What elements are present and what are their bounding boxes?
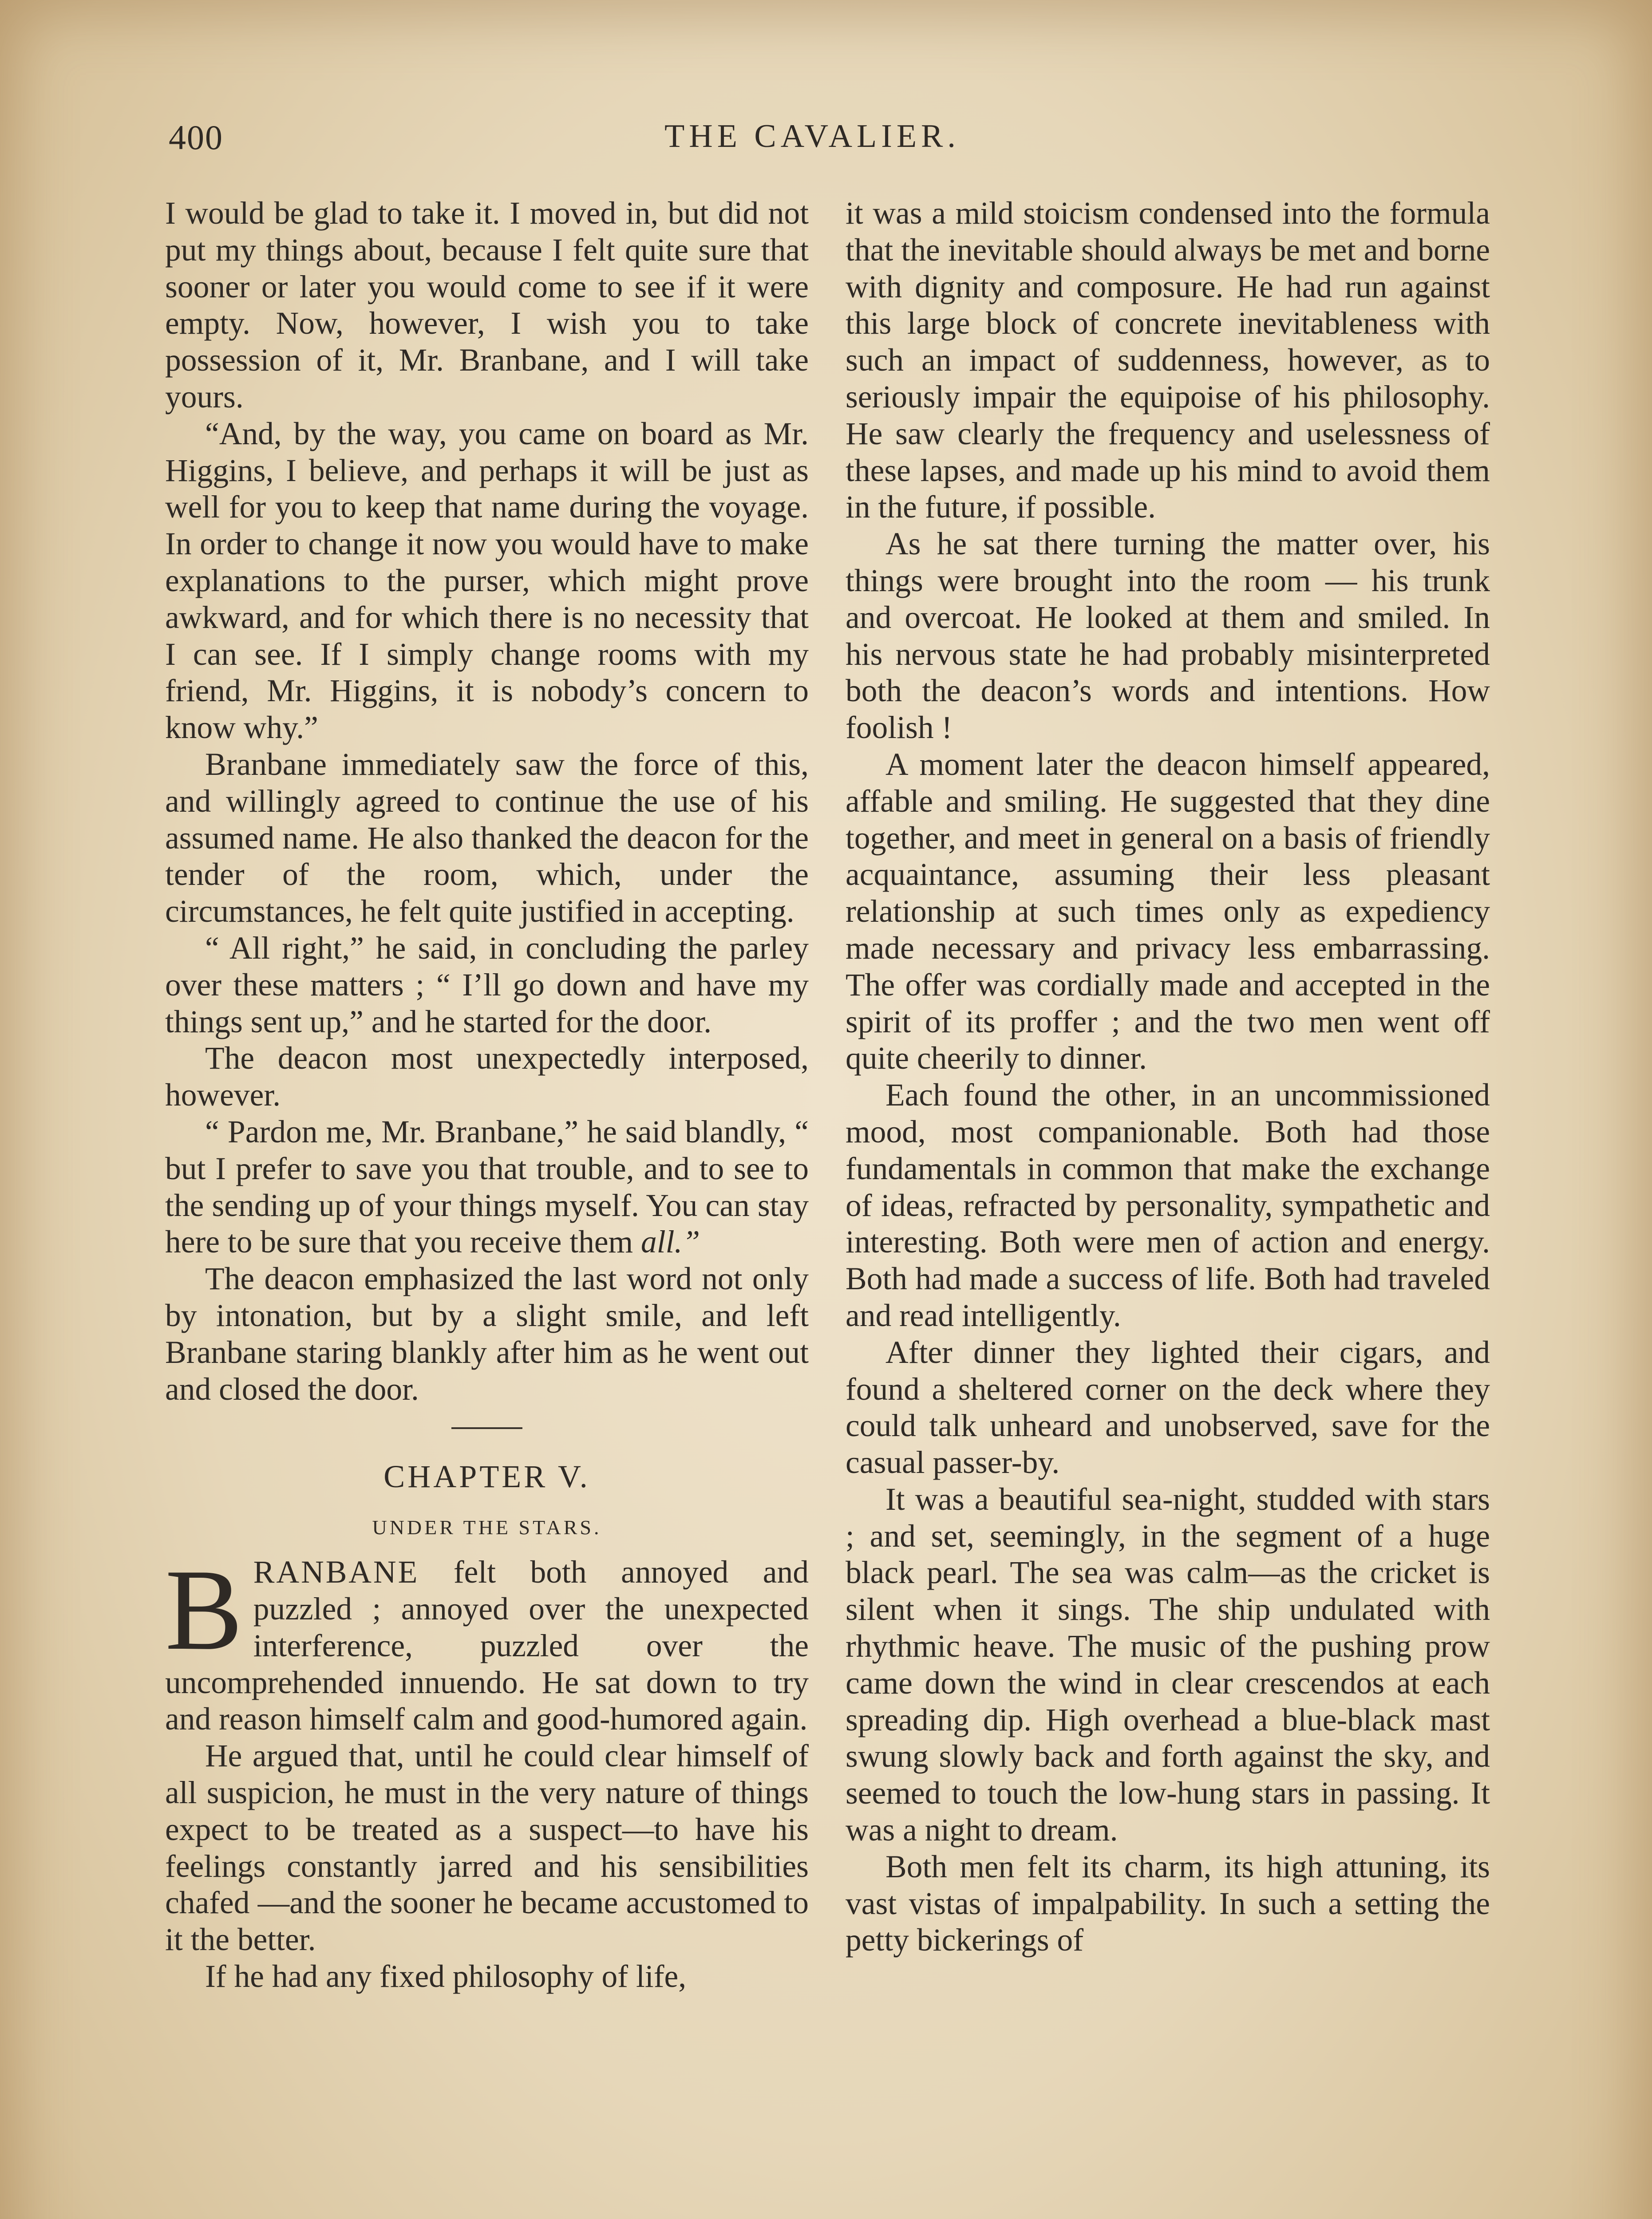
opening-text: felt both annoyed and puzzled ; annoyed over the unexpected interference, puzzled over the uncomprehended innuendo. He sat down to try and reason himself calm and good-humored again.	[165, 1555, 809, 1737]
page-number: 400	[169, 118, 223, 157]
paragraph: The deacon most unexpectedly interposed, however.	[165, 1041, 809, 1113]
chapter-title: CHAPTER V.	[383, 1459, 590, 1495]
paragraph: He argued that, until he could clear himself of all suspicion, he must in the very nature of things expect to be treated as a suspect—to have his feelings constantly jarred and his sensibilities chafed —and the sooner he became accustomed to it the better.	[165, 1738, 809, 1958]
paragraph: Each found the other, in an uncommissioned mood, most companionable. Both had those fundamentals in common that make the exchange of ideas, refracted by personality, sympathetic and interesting. Both were men of action and energy. Both had made a success of life. Both had traveled and read intelligently.	[846, 1078, 1490, 1333]
emphasized-word: all.”	[641, 1224, 700, 1260]
left-column	[165, 195, 809, 1995]
paragraph: “And, by the way, you came on board as Mr. Higgins, I believe, and perhaps it will be just as well for you to keep that name during the voyage. In order to change it now you would have to make explanations to the purser, which might prove awkward, and for which there is no necessity that I can see. If I simply change rooms with my friend, Mr. Higgins, it is nobody’s concern to know why.”	[165, 416, 809, 746]
paragraph-text: “ Pardon me, Mr. Branbane,” he said blandly, “ but I prefer to save you that trouble, and to see to the sending up of your things myself. You can stay here to be sure that you receive them	[165, 1114, 809, 1260]
paragraph: The deacon emphasized the last word not only by intonation, but by a slight smile, and left Branbane staring blankly after him as he went out and closed the door.	[165, 1261, 809, 1407]
page-header	[129, 118, 1496, 166]
paragraph: Branbane immediately saw the force of this, and willingly agreed to continue the use of his assumed name. He also thanked the deacon for the tender of the room, which, under the circumstances, he felt quite justified in accepting.	[165, 746, 809, 929]
drop-cap: B	[165, 1545, 243, 1674]
paragraph: If he had any fixed philosophy of life,	[205, 1959, 687, 1994]
chapter-opening-paragraph	[165, 1545, 809, 1738]
right-column	[846, 195, 1490, 1959]
opening-smallcaps: RANBANE	[253, 1555, 419, 1590]
running-title: THE CAVALIER.	[664, 118, 960, 154]
paragraph: As he sat there turning the matter over, his things were brought into the room — his trunk and overcoat. He looked at them and smiled. In his nervous state he had probably misinterpreted both the deacon’s words and intentions. How foolish !	[846, 526, 1490, 746]
section-divider	[451, 1427, 522, 1429]
paragraph: It was a beautiful sea-night, studded with stars ; and set, seemingly, in the segment of a huge black pearl. The sea was calm—as the cricket is silent when it sings. The ship undulated with rhythmic heave. The music of the pushing prow came down the wind in clear crescendos at each spreading dip. High overhead a blue-black mast swung slowly back and forth against the sky, and seemed to touch the low-hung stars in passing. It was a night to dream.	[846, 1481, 1490, 1848]
paragraph: I would be glad to take it. I moved in, but did not put my things about, because I felt quite sure that sooner or later you would come to see if it were empty. Now, however, I wish you to take possession of it, Mr. Branbane, and I will take yours.	[165, 196, 809, 415]
paragraph: Both men felt its charm, its high attuning, its vast vistas of impalpability. In such a setting the petty bickerings of	[846, 1849, 1490, 1958]
paragraph: A moment later the deacon himself appeared, affable and smiling. He suggested that they dine together, and meet in general on a basis of friendly acquaintance, assuming their less pleasant relationship at such times only as expediency made necessary and privacy less embarrassing. The offer was cordially made and accepted in the spirit of its proffer ; and the two men went off quite cheerily to dinner.	[846, 746, 1490, 1076]
chapter-subtitle: UNDER THE STARS.	[372, 1516, 602, 1539]
paragraph: it was a mild stoicism condensed into the formula that the inevitable should always be met and borne with dignity and composure. He had run against this large block of concrete inevitableness with such an impact of suddenness, however, as to seriously impair the equipoise of his philosophy. He saw clearly the frequency and uselessness of these lapses, and made up his mind to avoid them in the future, if possible.	[846, 196, 1490, 525]
paragraph: “ All right,” he said, in concluding the parley over these matters ; “ I’ll go down and have my things sent up,” and he started for the door.	[165, 930, 809, 1039]
paragraph	[165, 1114, 809, 1261]
paragraph: After dinner they lighted their cigars, and found a sheltered corner on the deck where they could talk unheard and unobserved, save for the casual passer-by.	[846, 1335, 1490, 1481]
